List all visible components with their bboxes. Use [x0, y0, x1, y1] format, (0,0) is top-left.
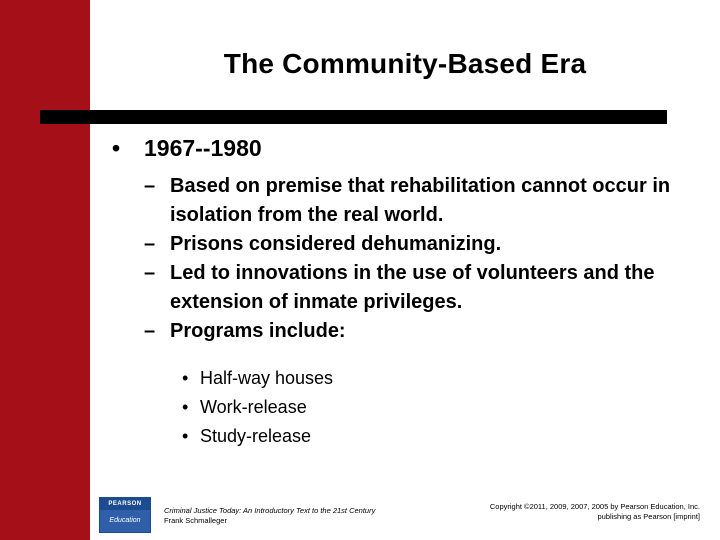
program-item: [182, 422, 333, 451]
program-item: [182, 364, 333, 393]
dash-icon: –: [144, 262, 156, 284]
book-author: Frank Schmalleger: [164, 516, 227, 525]
sub-point: [144, 259, 704, 317]
pearson-logo: [99, 497, 151, 533]
bullet-dot-icon: •: [112, 135, 121, 161]
sub-point: [144, 172, 704, 230]
main-bullet-text: 1967--1980: [144, 135, 262, 161]
copyright-line-1: Copyright ©2011, 2009, 2007, 2005 by Pearson Education, Inc.: [489, 502, 700, 511]
slide-title: The Community-Based Era: [223, 48, 587, 79]
sub-point-list: [144, 172, 704, 346]
program-list: [182, 364, 333, 451]
footer-copyright: [400, 502, 700, 522]
sub-point: [144, 230, 704, 259]
dash-icon: –: [144, 175, 156, 197]
main-bullet: [112, 135, 262, 162]
dash-icon: –: [144, 320, 156, 342]
footer-book-info: [164, 506, 375, 526]
book-title: Criminal Justice Today: An Introductory Text to the 21st Century: [164, 506, 376, 515]
sub-point-text: Prisons considered dehumanizing.: [170, 233, 502, 255]
logo-bottom-text: Education: [100, 510, 150, 532]
bullet-dot-icon: •: [182, 368, 189, 388]
program-text: Study-release: [200, 426, 312, 446]
bullet-dot-icon: •: [182, 397, 189, 417]
program-item: [182, 393, 333, 422]
logo-top-text: PEARSON: [100, 498, 150, 510]
sub-point: [144, 317, 704, 346]
sub-point-text: Led to innovations in the use of volunteers and the extension of inmate privileges.: [170, 262, 655, 313]
sub-point-text: Programs include:: [170, 320, 346, 342]
dash-icon: –: [144, 233, 156, 255]
sub-point-text: Based on premise that rehabilitation cannot occur in isolation from the real world.: [170, 175, 671, 226]
bullet-dot-icon: •: [182, 426, 189, 446]
title-divider: [40, 110, 667, 124]
program-text: Half-way houses: [200, 368, 334, 388]
program-text: Work-release: [200, 397, 307, 417]
copyright-line-2: publishing as Pearson [imprint]: [597, 512, 700, 521]
side-accent-bar: [0, 0, 90, 540]
